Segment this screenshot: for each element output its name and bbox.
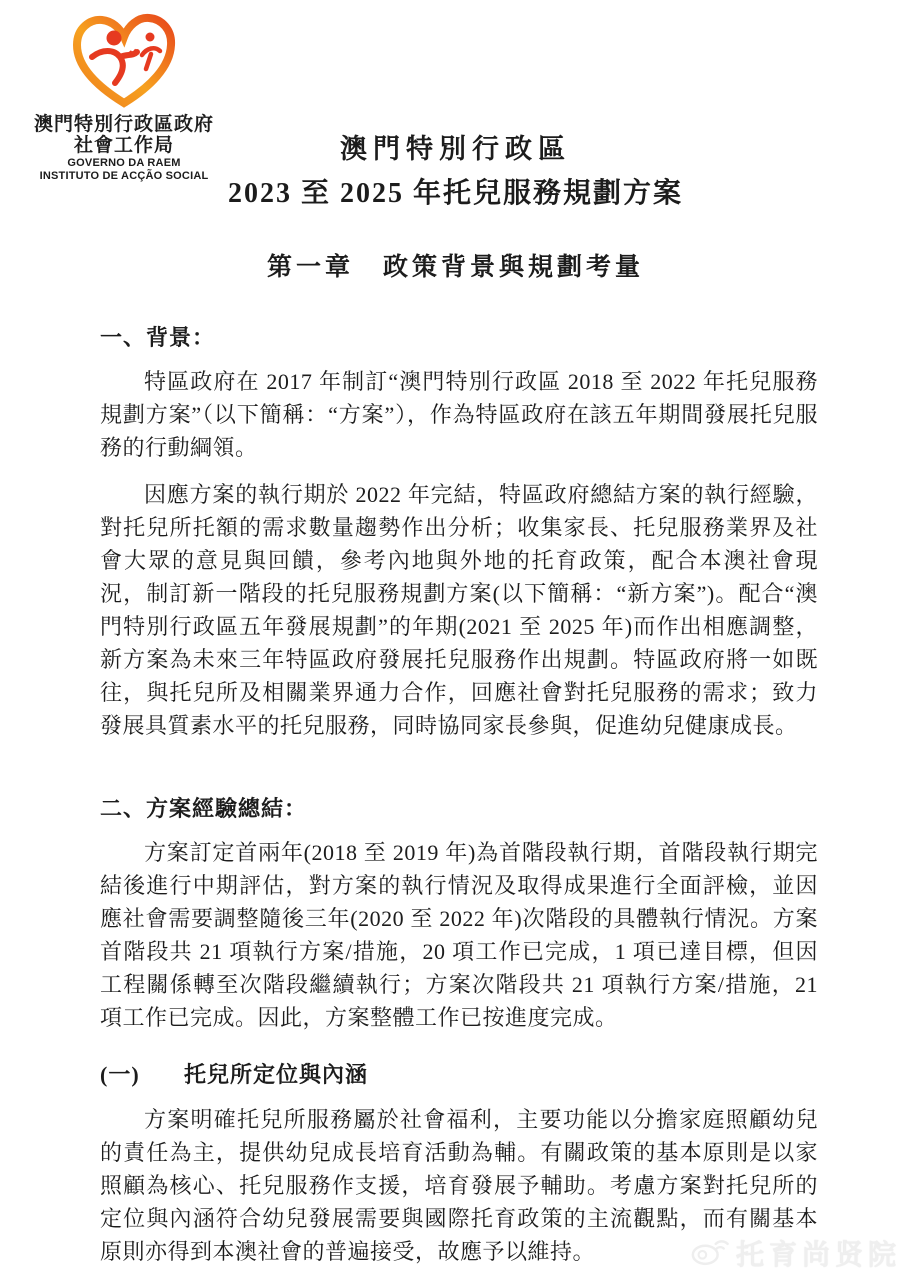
section-2-heading: 二、方案經驗總結： (100, 796, 308, 821)
title-line-2: 2023 至 2025 年托兒服務規劃方案 (227, 178, 683, 209)
watermark-text: 托育尚贤院 (735, 1239, 901, 1270)
org-name-pt-line1: GOVERNO DA RAEM (67, 156, 181, 169)
org-name-cn-line1: 澳門特別行政區政府 (33, 114, 214, 135)
heart-figures-icon (64, 10, 184, 114)
section-1-heading: 一、背景： (100, 325, 216, 350)
org-name-cn-line2: 社會工作局 (73, 135, 174, 157)
subsection-1-marker: (一) (100, 1062, 140, 1087)
watermark (690, 1233, 901, 1273)
subsection-1-paragraph-1: 方案明確托兒所服務屬於社會福利，主要功能以分擔家庭照顧幼兒的責任為主，提供幼兒成長培育活動為輔。有關政策的基本原則是以家照顧為核心、托兒服務作支援，培育發展予輔助。考慮方案對托兒所的定位與內涵符合幼兒發展需要與國際托育政策的主流觀點，而有關基本原則亦得到本澳社會的普遍接受，故應予以維持。 (100, 1107, 818, 1264)
document-body (100, 321, 818, 1279)
weibo-icon (690, 1235, 730, 1271)
section-1-paragraph-2: 因應方案的執行期於 2022 年完結，特區政府總結方案的執行經驗，對托兒所托額的需求數量趨勢作出分析；收集家長、托兒服務業界及社會大眾的意見與回饋，參考內地與外地的托育政策，配合本澳社會現況，制訂新一階段的托兒服務規劃方案(以下簡稱：“新方案”)。配合“澳門特別行政區五年發展規劃”的年期(2021 至 2025 年)而作出相應調整，新方案為未來三年特區政府發展托兒服務作出規劃。特區政府將一如既往，與托兒所及相關業界通力合作，回應社會對托兒服務的需求；致力發展具質素水平的托兒服務，同時協同家長參與，促進幼兒健康成長。 (100, 482, 818, 738)
section-background (100, 321, 818, 742)
document-title (0, 127, 911, 211)
section-2-paragraph-1: 方案訂定首兩年(2018 至 2019 年)為首階段執行期，首階段執行期完結後進行中期評估，對方案的執行情況及取得成果進行全面評檢，並因應社會需要調整隨後三年(2020 至 2022 年)次階段的具體執行情況。方案首階段共 21 項執行方案/措施，20 項工作已完成，1 項已達目標，但因工程關係轉至次階段繼續執行；方案次階段共 21 項執行方案/措施，21 項工作已完成。因此，方案整體工作已按進度完成。 (100, 840, 818, 1030)
title-line-1: 澳門特別行政區 (340, 134, 571, 164)
subsection-1-heading (100, 1058, 818, 1091)
chapter-heading: 第一章 政策背景與規劃考量 (266, 254, 644, 281)
section-plan-summary (100, 792, 818, 1268)
section-1-paragraph-1: 特區政府在 2017 年制訂“澳門特別行政區 2018 至 2022 年托兒服務規劃方案”（以下簡稱：“方案”），作為特區政府在該五年期間發展托兒服務的行動綱領。 (100, 369, 818, 460)
org-name-pt-line2: INSTITUTO DE ACÇÃO SOCIAL (39, 170, 209, 183)
subsection-1-title: 托兒所定位與內涵 (184, 1062, 369, 1087)
